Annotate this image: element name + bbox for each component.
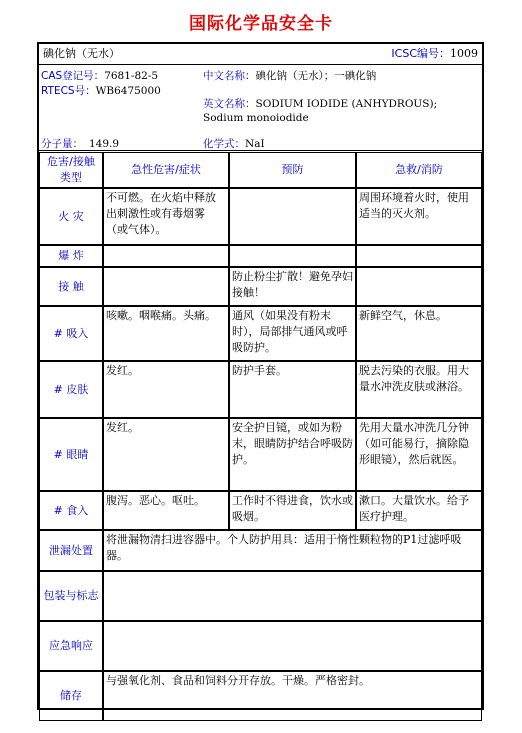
mw-label: 分子量：: [41, 138, 83, 150]
ingestion-prevention: 工作时不得进食，饮水或吸烟。: [229, 491, 356, 530]
cas-number: [41, 68, 158, 83]
eyes-aid: 先用大量水冲洗几分钟（如可能易行，摘除隐形眼镜），然后就医。: [356, 418, 482, 491]
row-type-explosion: 爆 炸: [39, 245, 103, 267]
emergency-label: 应急响应: [39, 621, 103, 671]
cas-label: CAS登记号：: [41, 70, 105, 82]
identity-info: [39, 66, 482, 151]
ingestion-hazard: 腹泻。恶心。呕吐。: [103, 491, 229, 530]
chinese-name: [203, 68, 376, 83]
skin-aid: 脱去污染的衣服。用大量水冲洗皮肤或淋浴。: [356, 361, 482, 418]
explosion-prevention: [229, 245, 356, 267]
header-hazard: 急性危害/症状: [103, 152, 229, 188]
row-type-contact: 接 触: [39, 267, 103, 306]
spill-text: 将泄漏物清扫进容器中。个人防护用具：适用于惰性颗粒物的P1过滤呼吸器。: [103, 530, 482, 571]
inhalation-prevention: 通风（如果没有粉末时），局部排气通风或呼吸防护。: [229, 306, 356, 361]
table-header-row: [39, 152, 482, 188]
english-name: [203, 97, 473, 125]
safety-card: [37, 42, 484, 710]
page-title: 国际化学品安全卡: [189, 14, 333, 34]
storage-text: 与强氧化剂、食品和饲料分开存放。干燥。严格密封。: [103, 671, 482, 721]
formula-label: 化学式：: [203, 138, 245, 150]
card-header: [39, 44, 482, 65]
table-row: [39, 621, 482, 671]
cn-name-label: 中文名称：: [203, 70, 256, 82]
mw-value: 149.9: [89, 138, 120, 150]
storage-label: 储存: [39, 671, 103, 721]
row-type-inhalation: # 吸入: [39, 306, 103, 361]
inhalation-aid: 新鲜空气，休息。: [356, 306, 482, 361]
header-prevention: 预防: [229, 152, 356, 188]
spill-label: 泄漏处置: [39, 530, 103, 571]
contact-hazard: [103, 267, 229, 306]
table-row: [39, 671, 482, 721]
table-row: [39, 530, 482, 571]
fire-hazard: 不可燃。在火焰中释放出刺激性或有毒烟雾（或气体）。: [103, 188, 229, 245]
fire-prevention: [229, 188, 356, 245]
icsc-label: ICSC编号：: [391, 47, 450, 60]
eyes-prevention: 安全护目镜，或如为粉末，眼睛防护结合呼吸防护。: [229, 418, 356, 491]
table-row: [39, 188, 482, 245]
row-type-skin: # 皮肤: [39, 361, 103, 418]
header-type: 危害/接触类型: [39, 152, 103, 188]
rtecs-label: RTECS号：: [41, 85, 96, 97]
row-type-fire: 火 灾: [39, 188, 103, 245]
inhalation-hazard: 咳嗽。咽喉痛。头痛。: [103, 306, 229, 361]
fire-aid: 周围环境着火时，使用适当的灭火剂。: [356, 188, 482, 245]
packaging-label: 包装与标志: [39, 571, 103, 621]
contact-prevention: 防止粉尘扩散！避免孕妇接触！: [229, 267, 356, 306]
table-row: [39, 491, 482, 530]
rtecs-number: [41, 83, 161, 98]
rtecs-value: WB6475000: [95, 85, 161, 97]
chemical-formula: [203, 136, 265, 151]
table-row: [39, 361, 482, 418]
header-first-aid: 急救/消防: [356, 152, 482, 188]
emergency-text: [103, 621, 482, 671]
cas-value: 7681-82-5: [104, 70, 159, 82]
eyes-hazard: 发红。: [103, 418, 229, 491]
skin-hazard: 发红。: [103, 361, 229, 418]
row-type-eyes: # 眼睛: [39, 418, 103, 491]
table-row: [39, 571, 482, 621]
icsc-value: 1009: [450, 47, 478, 60]
table-row: [39, 418, 482, 491]
ingestion-aid: 漱口。大量饮水。给予医疗护理。: [356, 491, 482, 530]
table-row: [39, 267, 482, 306]
en-name-label: 英文名称：: [203, 98, 256, 110]
cn-name-value: 碘化钠（无水）；一碘化钠: [255, 70, 377, 82]
explosion-hazard: [103, 245, 229, 267]
contact-aid: [356, 267, 482, 306]
table-row: [39, 306, 482, 361]
row-type-ingestion: # 食入: [39, 491, 103, 530]
molecular-weight: [41, 136, 119, 151]
chemical-name: 碘化钠（无水）: [43, 47, 120, 60]
table-row: [39, 245, 482, 267]
en-name-value: SODIUM IODIDE (ANHYDROUS); Sodium monoiodide: [203, 98, 438, 124]
hazard-table: [39, 152, 482, 721]
skin-prevention: 防护手套。: [229, 361, 356, 418]
explosion-aid: [356, 245, 482, 267]
formula-value: NaI: [245, 138, 265, 150]
icsc-number: [391, 44, 478, 64]
packaging-text: [103, 571, 482, 621]
